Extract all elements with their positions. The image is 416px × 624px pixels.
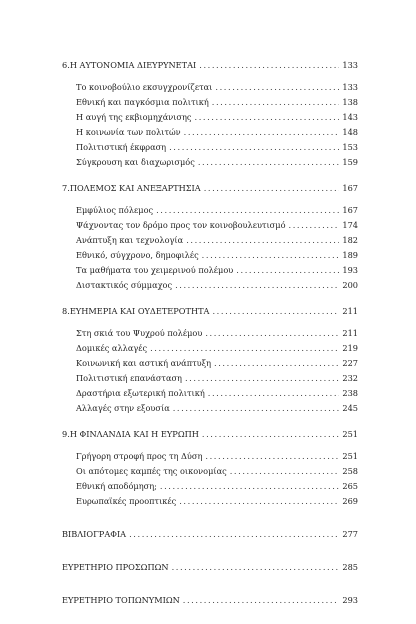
chapter-title: Η ΦΙΝΛΑΝΔΙΑ ΚΑΙ Η ΕΥΡΩΠΗ (69, 429, 199, 439)
section-entry[interactable] (62, 203, 358, 218)
dot-leader (129, 527, 339, 542)
page-number: 200 (342, 280, 358, 290)
page-number: 211 (342, 306, 358, 316)
page-number: 148 (342, 127, 358, 137)
page-number: 238 (342, 388, 358, 398)
chapter-6-entry[interactable] (62, 58, 358, 73)
page-number: 174 (342, 220, 358, 230)
dot-leader (212, 304, 339, 319)
section-entry[interactable] (62, 248, 358, 263)
chapter-title: Η ΑΥΤΟΝΟΜΙΑ ΔΙΕΥΡΥΝΕΤΑΙ (69, 60, 197, 70)
chapter-number: 8. (62, 306, 70, 316)
dot-leader (236, 263, 339, 278)
section-title: Γρήγορη στροφή προς τη Δύση (76, 451, 203, 461)
section-title: Οι απότομες καμπές της οικονομίας (76, 466, 227, 476)
page-number: 227 (342, 358, 358, 368)
section-entry[interactable] (62, 278, 358, 293)
dot-leader (214, 356, 339, 371)
page-number: 159 (342, 157, 358, 167)
section-entry[interactable] (62, 479, 358, 494)
dot-leader (160, 479, 339, 494)
dot-leader (179, 494, 339, 509)
page-number: 133 (342, 82, 358, 92)
section-entry[interactable] (62, 371, 358, 386)
section-title: Κοινωνική και αστική ανάπτυξη (76, 358, 212, 368)
page-number: 211 (342, 328, 358, 338)
back-matter-title: ΕΥΡΕΤΗΡΙΟ ΤΟΠΩΝΥΜΙΩΝ (62, 595, 180, 605)
section-entry[interactable] (62, 218, 358, 233)
person-index-entry[interactable] (62, 560, 358, 575)
dot-leader (185, 371, 339, 386)
dot-leader (184, 125, 340, 140)
section-entry[interactable] (62, 125, 358, 140)
page-number: 182 (342, 235, 358, 245)
section-entry[interactable] (62, 263, 358, 278)
page-number: 245 (342, 403, 358, 413)
dot-leader (199, 58, 339, 73)
chapter-title: ΕΥΗΜΕΡΙΑ ΚΑΙ ΟΥΔΕΤΕΡΟΤΗΤΑ (69, 306, 210, 316)
chapter-number: 6. (62, 60, 70, 70)
section-title: Τα μαθήματα του χειμερινού πολέμου (76, 265, 234, 275)
chapter-number: 9. (62, 429, 70, 439)
page-number: 251 (342, 451, 358, 461)
section-title: Πολιτιστική επανάσταση (76, 373, 182, 383)
page-number: 167 (342, 205, 358, 215)
section-title: Ψάχνοντας τον δρόμο προς τον κοινοβουλευτισμό (76, 220, 286, 230)
section-title: Εμφύλιος πόλεμος (76, 205, 154, 215)
section-title: Δραστήρια εξωτερική πολιτική (76, 388, 205, 398)
section-entry[interactable] (62, 95, 358, 110)
page-number: 285 (342, 562, 358, 572)
dot-leader (172, 560, 340, 575)
section-entry[interactable] (62, 80, 358, 95)
section-entry[interactable] (62, 110, 358, 125)
page-number: 251 (342, 429, 358, 439)
dot-leader (202, 248, 340, 263)
page-number: 219 (342, 343, 358, 353)
page-number: 167 (342, 183, 358, 193)
dot-leader (204, 181, 340, 196)
chapter-9-entry[interactable] (62, 427, 358, 442)
section-entry[interactable] (62, 464, 358, 479)
section-title: Πολιτιστική έκφραση (76, 142, 167, 152)
page-number: 269 (342, 496, 358, 506)
dot-leader (289, 218, 340, 233)
section-title: Αλλαγές στην εξουσία (76, 403, 170, 413)
section-title: Στη σκιά του Ψυχρού πολέμου (76, 328, 203, 338)
back-matter-title: ΕΥΡΕΤΗΡΙΟ ΠΡΟΣΩΠΩΝ (62, 562, 169, 572)
section-entry[interactable] (62, 494, 358, 509)
place-index-entry[interactable] (62, 593, 358, 608)
section-entry[interactable] (62, 341, 358, 356)
section-entry[interactable] (62, 140, 358, 155)
page-number: 189 (342, 250, 358, 260)
chapter-title: ΠΟΛΕΜΟΣ ΚΑΙ ΑΝΕΞΑΡΤΗΣΙΑ (69, 183, 201, 193)
page-number: 293 (342, 595, 358, 605)
section-title: Εθνικό, σύγχρονο, δημοφιλές (76, 250, 199, 260)
chapter-number: 7. (62, 183, 70, 193)
section-title: Εθνική αποδόμηση; (76, 481, 157, 491)
dot-leader (230, 464, 340, 479)
section-entry[interactable] (62, 401, 358, 416)
section-title: Διστακτικός σύμμαχος (76, 280, 173, 290)
table-of-contents (62, 58, 358, 608)
page-number: 153 (342, 142, 358, 152)
section-title: Εθνική και παγκόσμια πολιτική (76, 97, 209, 107)
section-entry[interactable] (62, 386, 358, 401)
page-number: 265 (342, 481, 358, 491)
page-number: 232 (342, 373, 358, 383)
dot-leader (175, 278, 339, 293)
dot-leader (183, 593, 340, 608)
dot-leader (150, 341, 339, 356)
section-title: Δομικές αλλαγές (76, 343, 148, 353)
page-number: 133 (342, 60, 358, 70)
dot-leader (173, 401, 340, 416)
dot-leader (205, 326, 339, 341)
dot-leader (212, 95, 340, 110)
chapter-8-entry[interactable] (62, 304, 358, 319)
section-entry[interactable] (62, 356, 358, 371)
dot-leader (215, 80, 339, 95)
section-title: Το κοινοβούλιο εκσυγχρονίζεται (76, 82, 213, 92)
dot-leader (169, 140, 339, 155)
page-number: 277 (342, 529, 358, 539)
page-number: 138 (342, 97, 358, 107)
section-title: Σύγκρουση και διαχωρισμός (76, 157, 195, 167)
dot-leader (186, 233, 339, 248)
section-title: Ευρωπαϊκές προοπτικές (76, 496, 177, 506)
dot-leader (195, 110, 340, 125)
section-title: Ανάπτυξη και τεχνολογία (76, 235, 184, 245)
page-number: 143 (342, 112, 358, 122)
page-number: 258 (342, 466, 358, 476)
section-entry[interactable] (62, 155, 358, 170)
dot-leader (202, 427, 339, 442)
section-entry[interactable] (62, 449, 358, 464)
chapter-7-entry[interactable] (62, 181, 358, 196)
dot-leader (205, 449, 339, 464)
section-title: Η αυγή της εκβιομηχάνισης (76, 112, 192, 122)
bibliography-entry[interactable] (62, 527, 358, 542)
page-number: 193 (342, 265, 358, 275)
section-entry[interactable] (62, 233, 358, 248)
dot-leader (198, 155, 340, 170)
dot-leader (156, 203, 339, 218)
back-matter-title: ΒΙΒΛΙΟΓΡΑΦΙΑ (62, 529, 127, 539)
section-entry[interactable] (62, 326, 358, 341)
section-title: Η κοινωνία των πολιτών (76, 127, 181, 137)
dot-leader (208, 386, 340, 401)
